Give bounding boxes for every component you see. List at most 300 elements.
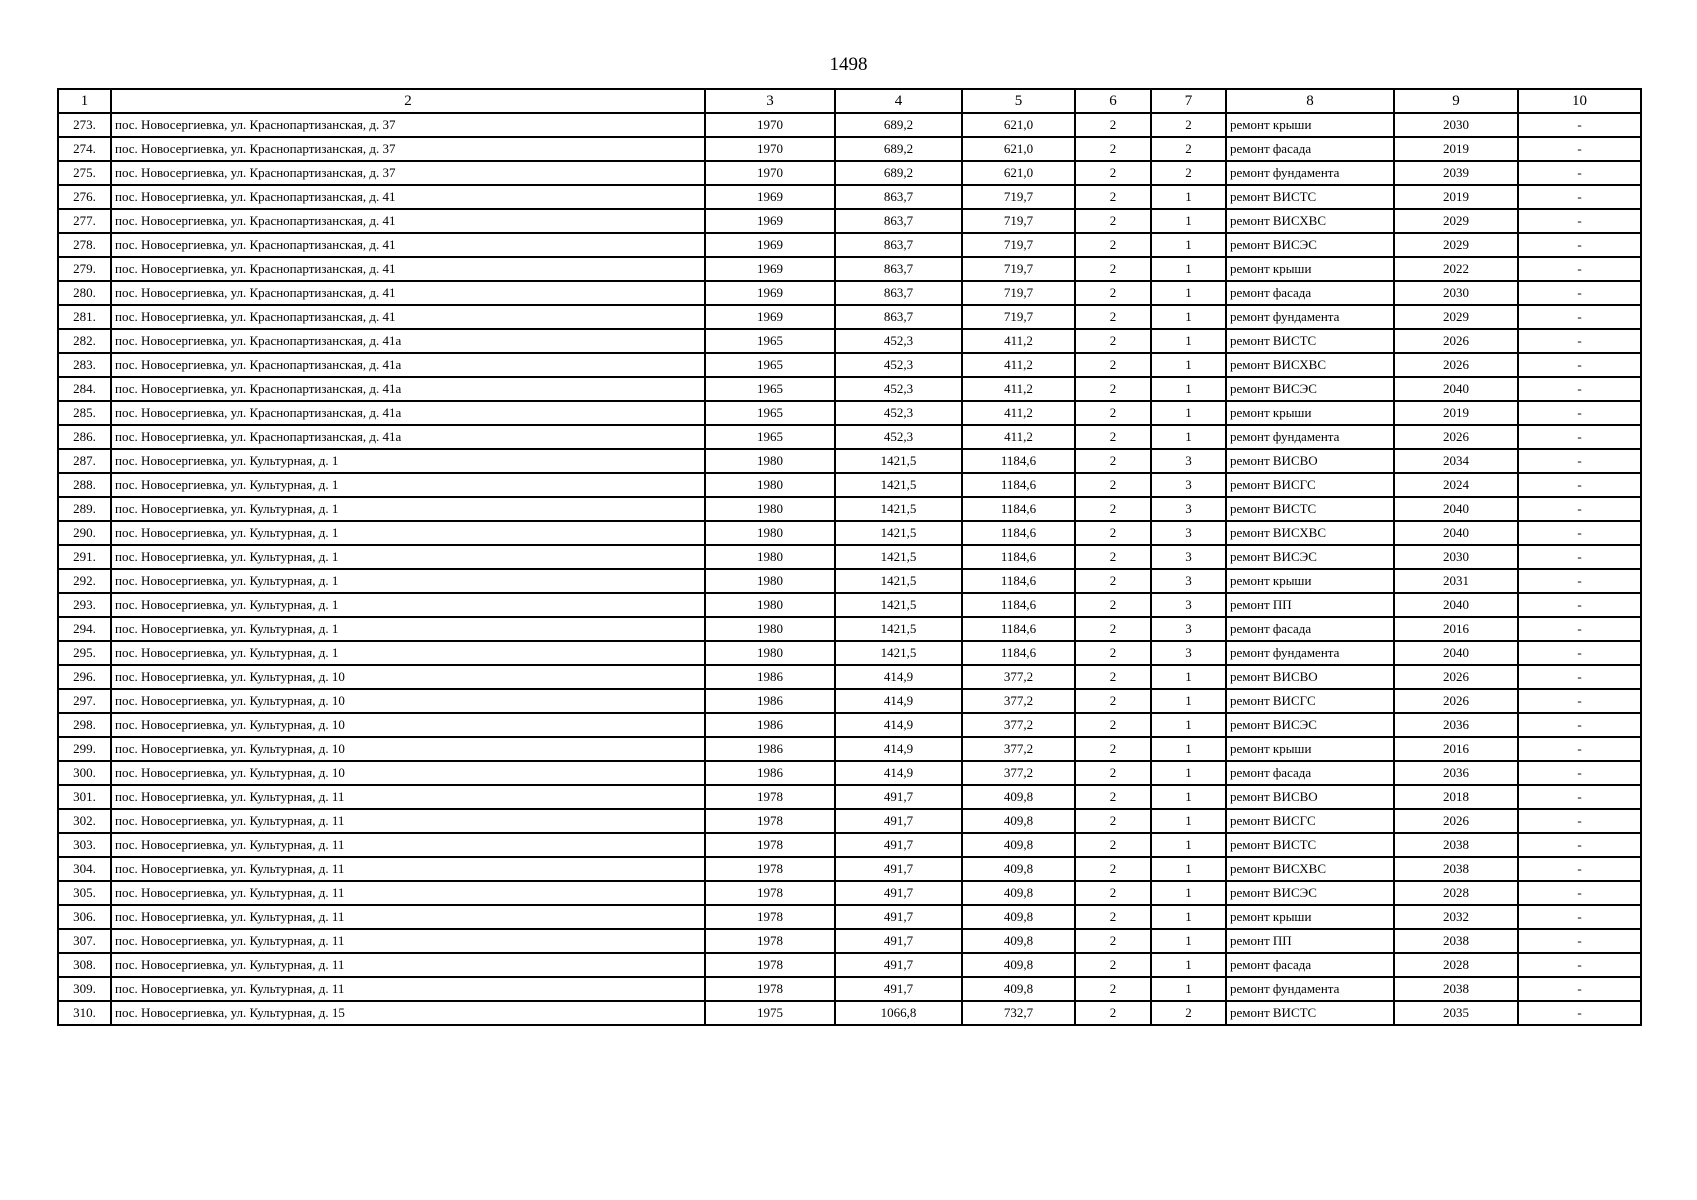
table-row [58, 377, 1641, 401]
note-cell: - [1518, 953, 1641, 977]
address-cell: пос. Новосергиевка, ул. Краснопартизанская, д. 37 [111, 113, 705, 137]
living-area-cell: 621,0 [962, 113, 1075, 137]
entrances-cell: 1 [1151, 761, 1226, 785]
total-area-cell: 1421,5 [835, 521, 962, 545]
work-type-cell: ремонт ВИСВО [1226, 449, 1394, 473]
year-built-cell: 1978 [705, 833, 835, 857]
entrances-cell: 1 [1151, 185, 1226, 209]
table-row [58, 137, 1641, 161]
work-type-cell: ремонт ВИСЭС [1226, 881, 1394, 905]
living-area-cell: 719,7 [962, 305, 1075, 329]
entrances-cell: 1 [1151, 689, 1226, 713]
entrances-cell: 1 [1151, 737, 1226, 761]
address-cell: пос. Новосергиевка, ул. Культурная, д. 11 [111, 785, 705, 809]
total-area-cell: 863,7 [835, 185, 962, 209]
total-area-cell: 1421,5 [835, 449, 962, 473]
work-type-cell: ремонт ВИСХВС [1226, 353, 1394, 377]
note-cell: - [1518, 689, 1641, 713]
year-built-cell: 1969 [705, 281, 835, 305]
total-area-cell: 689,2 [835, 137, 962, 161]
entrances-cell: 1 [1151, 353, 1226, 377]
total-area-cell: 1421,5 [835, 641, 962, 665]
year-built-cell: 1975 [705, 1001, 835, 1025]
entrances-cell: 3 [1151, 569, 1226, 593]
entrances-cell: 1 [1151, 881, 1226, 905]
column-header-2: 2 [111, 89, 705, 113]
note-cell: - [1518, 977, 1641, 1001]
table-row [58, 497, 1641, 521]
address-cell: пос. Новосергиевка, ул. Краснопартизанская, д. 41 [111, 233, 705, 257]
total-area-cell: 414,9 [835, 737, 962, 761]
table-row [58, 209, 1641, 233]
note-cell: - [1518, 809, 1641, 833]
living-area-cell: 411,2 [962, 377, 1075, 401]
planned-year-cell: 2030 [1394, 281, 1518, 305]
address-cell: пос. Новосергиевка, ул. Культурная, д. 10 [111, 665, 705, 689]
planned-year-cell: 2016 [1394, 737, 1518, 761]
total-area-cell: 491,7 [835, 929, 962, 953]
row-number-cell: 301. [58, 785, 111, 809]
planned-year-cell: 2032 [1394, 905, 1518, 929]
entrances-cell: 1 [1151, 785, 1226, 809]
planned-year-cell: 2038 [1394, 857, 1518, 881]
planned-year-cell: 2034 [1394, 449, 1518, 473]
note-cell: - [1518, 785, 1641, 809]
entrances-cell: 1 [1151, 977, 1226, 1001]
total-area-cell: 452,3 [835, 353, 962, 377]
address-cell: пос. Новосергиевка, ул. Культурная, д. 11 [111, 929, 705, 953]
row-number-cell: 282. [58, 329, 111, 353]
total-area-cell: 863,7 [835, 305, 962, 329]
floors-cell: 2 [1075, 257, 1151, 281]
total-area-cell: 491,7 [835, 833, 962, 857]
entrances-cell: 2 [1151, 1001, 1226, 1025]
table-row [58, 425, 1641, 449]
year-built-cell: 1980 [705, 521, 835, 545]
table-row [58, 809, 1641, 833]
total-area-cell: 491,7 [835, 953, 962, 977]
address-cell: пос. Новосергиевка, ул. Культурная, д. 11 [111, 977, 705, 1001]
total-area-cell: 863,7 [835, 281, 962, 305]
year-built-cell: 1978 [705, 881, 835, 905]
floors-cell: 2 [1075, 305, 1151, 329]
work-type-cell: ремонт ВИСХВС [1226, 209, 1394, 233]
table-row [58, 953, 1641, 977]
table-row [58, 713, 1641, 737]
planned-year-cell: 2031 [1394, 569, 1518, 593]
floors-cell: 2 [1075, 137, 1151, 161]
planned-year-cell: 2028 [1394, 953, 1518, 977]
work-type-cell: ремонт фундамента [1226, 425, 1394, 449]
work-type-cell: ремонт фасада [1226, 761, 1394, 785]
address-cell: пос. Новосергиевка, ул. Культурная, д. 1 [111, 449, 705, 473]
floors-cell: 2 [1075, 161, 1151, 185]
planned-year-cell: 2018 [1394, 785, 1518, 809]
table-row [58, 785, 1641, 809]
table-row [58, 641, 1641, 665]
work-type-cell: ремонт ВИСТС [1226, 329, 1394, 353]
living-area-cell: 377,2 [962, 761, 1075, 785]
note-cell: - [1518, 641, 1641, 665]
column-number-row [58, 89, 1641, 113]
row-number-cell: 305. [58, 881, 111, 905]
year-built-cell: 1986 [705, 665, 835, 689]
floors-cell: 2 [1075, 281, 1151, 305]
row-number-cell: 307. [58, 929, 111, 953]
floors-cell: 2 [1075, 929, 1151, 953]
planned-year-cell: 2026 [1394, 665, 1518, 689]
entrances-cell: 3 [1151, 545, 1226, 569]
floors-cell: 2 [1075, 785, 1151, 809]
planned-year-cell: 2029 [1394, 233, 1518, 257]
entrances-cell: 1 [1151, 953, 1226, 977]
total-area-cell: 689,2 [835, 161, 962, 185]
planned-year-cell: 2028 [1394, 881, 1518, 905]
total-area-cell: 1421,5 [835, 569, 962, 593]
address-cell: пос. Новосергиевка, ул. Культурная, д. 11 [111, 953, 705, 977]
living-area-cell: 411,2 [962, 353, 1075, 377]
living-area-cell: 377,2 [962, 737, 1075, 761]
year-built-cell: 1978 [705, 785, 835, 809]
living-area-cell: 732,7 [962, 1001, 1075, 1025]
row-number-cell: 292. [58, 569, 111, 593]
table-row [58, 473, 1641, 497]
planned-year-cell: 2040 [1394, 641, 1518, 665]
floors-cell: 2 [1075, 185, 1151, 209]
living-area-cell: 409,8 [962, 833, 1075, 857]
entrances-cell: 1 [1151, 233, 1226, 257]
total-area-cell: 1421,5 [835, 497, 962, 521]
planned-year-cell: 2026 [1394, 425, 1518, 449]
floors-cell: 2 [1075, 1001, 1151, 1025]
living-area-cell: 1184,6 [962, 473, 1075, 497]
address-cell: пос. Новосергиевка, ул. Культурная, д. 11 [111, 881, 705, 905]
floors-cell: 2 [1075, 881, 1151, 905]
year-built-cell: 1986 [705, 713, 835, 737]
entrances-cell: 3 [1151, 449, 1226, 473]
year-built-cell: 1978 [705, 929, 835, 953]
year-built-cell: 1978 [705, 905, 835, 929]
address-cell: пос. Новосергиевка, ул. Культурная, д. 11 [111, 833, 705, 857]
total-area-cell: 452,3 [835, 425, 962, 449]
floors-cell: 2 [1075, 209, 1151, 233]
floors-cell: 2 [1075, 761, 1151, 785]
note-cell: - [1518, 353, 1641, 377]
note-cell: - [1518, 185, 1641, 209]
entrances-cell: 1 [1151, 857, 1226, 881]
living-area-cell: 621,0 [962, 137, 1075, 161]
living-area-cell: 1184,6 [962, 569, 1075, 593]
address-cell: пос. Новосергиевка, ул. Краснопартизанская, д. 37 [111, 137, 705, 161]
planned-year-cell: 2030 [1394, 113, 1518, 137]
work-type-cell: ремонт ВИСЭС [1226, 233, 1394, 257]
entrances-cell: 1 [1151, 809, 1226, 833]
year-built-cell: 1969 [705, 257, 835, 281]
floors-cell: 2 [1075, 857, 1151, 881]
table-row [58, 161, 1641, 185]
row-number-cell: 299. [58, 737, 111, 761]
year-built-cell: 1969 [705, 209, 835, 233]
work-type-cell: ремонт ВИСХВС [1226, 857, 1394, 881]
note-cell: - [1518, 233, 1641, 257]
floors-cell: 2 [1075, 665, 1151, 689]
row-number-cell: 285. [58, 401, 111, 425]
address-cell: пос. Новосергиевка, ул. Краснопартизанская, д. 41а [111, 353, 705, 377]
note-cell: - [1518, 161, 1641, 185]
address-cell: пос. Новосергиевка, ул. Культурная, д. 11 [111, 905, 705, 929]
row-number-cell: 279. [58, 257, 111, 281]
page-number: 1498 [829, 54, 868, 75]
address-cell: пос. Новосергиевка, ул. Краснопартизанская, д. 41а [111, 425, 705, 449]
entrances-cell: 3 [1151, 497, 1226, 521]
entrances-cell: 1 [1151, 257, 1226, 281]
entrances-cell: 1 [1151, 401, 1226, 425]
work-type-cell: ремонт ВИСТС [1226, 833, 1394, 857]
note-cell: - [1518, 401, 1641, 425]
row-number-cell: 304. [58, 857, 111, 881]
table-row [58, 449, 1641, 473]
note-cell: - [1518, 545, 1641, 569]
table-row [58, 185, 1641, 209]
entrances-cell: 2 [1151, 161, 1226, 185]
table-row [58, 305, 1641, 329]
work-type-cell: ремонт ВИСВО [1226, 785, 1394, 809]
note-cell: - [1518, 137, 1641, 161]
year-built-cell: 1969 [705, 233, 835, 257]
year-built-cell: 1980 [705, 617, 835, 641]
year-built-cell: 1970 [705, 137, 835, 161]
table-row [58, 521, 1641, 545]
floors-cell: 2 [1075, 401, 1151, 425]
living-area-cell: 409,8 [962, 953, 1075, 977]
floors-cell: 2 [1075, 497, 1151, 521]
planned-year-cell: 2019 [1394, 401, 1518, 425]
column-header-1: 1 [58, 89, 111, 113]
floors-cell: 2 [1075, 113, 1151, 137]
note-cell: - [1518, 737, 1641, 761]
address-cell: пос. Новосергиевка, ул. Культурная, д. 1 [111, 545, 705, 569]
row-number-cell: 281. [58, 305, 111, 329]
column-header-10: 10 [1518, 89, 1641, 113]
floors-cell: 2 [1075, 473, 1151, 497]
total-area-cell: 1421,5 [835, 593, 962, 617]
floors-cell: 2 [1075, 449, 1151, 473]
living-area-cell: 409,8 [962, 857, 1075, 881]
work-type-cell: ремонт фундамента [1226, 641, 1394, 665]
floors-cell: 2 [1075, 329, 1151, 353]
year-built-cell: 1980 [705, 593, 835, 617]
living-area-cell: 377,2 [962, 665, 1075, 689]
address-cell: пос. Новосергиевка, ул. Краснопартизанская, д. 41 [111, 305, 705, 329]
planned-year-cell: 2036 [1394, 761, 1518, 785]
note-cell: - [1518, 305, 1641, 329]
work-type-cell: ремонт ВИСЭС [1226, 377, 1394, 401]
year-built-cell: 1980 [705, 497, 835, 521]
column-header-6: 6 [1075, 89, 1151, 113]
column-header-5: 5 [962, 89, 1075, 113]
table-row [58, 905, 1641, 929]
year-built-cell: 1986 [705, 761, 835, 785]
total-area-cell: 1421,5 [835, 617, 962, 641]
note-cell: - [1518, 257, 1641, 281]
note-cell: - [1518, 593, 1641, 617]
note-cell: - [1518, 929, 1641, 953]
planned-year-cell: 2026 [1394, 329, 1518, 353]
note-cell: - [1518, 881, 1641, 905]
row-number-cell: 287. [58, 449, 111, 473]
address-cell: пос. Новосергиевка, ул. Краснопартизанская, д. 41а [111, 377, 705, 401]
work-type-cell: ремонт ВИСТС [1226, 185, 1394, 209]
address-cell: пос. Новосергиевка, ул. Краснопартизанская, д. 37 [111, 161, 705, 185]
table-row [58, 737, 1641, 761]
work-type-cell: ремонт фундамента [1226, 977, 1394, 1001]
entrances-cell: 1 [1151, 209, 1226, 233]
entrances-cell: 1 [1151, 281, 1226, 305]
entrances-cell: 1 [1151, 833, 1226, 857]
total-area-cell: 1421,5 [835, 545, 962, 569]
total-area-cell: 414,9 [835, 761, 962, 785]
table-row [58, 929, 1641, 953]
total-area-cell: 491,7 [835, 977, 962, 1001]
total-area-cell: 414,9 [835, 713, 962, 737]
address-cell: пос. Новосергиевка, ул. Культурная, д. 10 [111, 737, 705, 761]
year-built-cell: 1986 [705, 737, 835, 761]
planned-year-cell: 2019 [1394, 185, 1518, 209]
living-area-cell: 1184,6 [962, 449, 1075, 473]
living-area-cell: 1184,6 [962, 593, 1075, 617]
floors-cell: 2 [1075, 521, 1151, 545]
living-area-cell: 411,2 [962, 329, 1075, 353]
living-area-cell: 1184,6 [962, 617, 1075, 641]
total-area-cell: 491,7 [835, 785, 962, 809]
living-area-cell: 621,0 [962, 161, 1075, 185]
address-cell: пос. Новосергиевка, ул. Культурная, д. 10 [111, 689, 705, 713]
living-area-cell: 719,7 [962, 281, 1075, 305]
work-type-cell: ремонт фасада [1226, 137, 1394, 161]
work-type-cell: ремонт ВИСЭС [1226, 545, 1394, 569]
table-row [58, 233, 1641, 257]
note-cell: - [1518, 425, 1641, 449]
address-cell: пос. Новосергиевка, ул. Культурная, д. 1 [111, 641, 705, 665]
table-row [58, 257, 1641, 281]
floors-cell: 2 [1075, 569, 1151, 593]
living-area-cell: 719,7 [962, 185, 1075, 209]
table-row [58, 1001, 1641, 1025]
living-area-cell: 719,7 [962, 233, 1075, 257]
total-area-cell: 452,3 [835, 401, 962, 425]
work-type-cell: ремонт крыши [1226, 569, 1394, 593]
floors-cell: 2 [1075, 833, 1151, 857]
floors-cell: 2 [1075, 905, 1151, 929]
row-number-cell: 302. [58, 809, 111, 833]
total-area-cell: 414,9 [835, 689, 962, 713]
living-area-cell: 409,8 [962, 785, 1075, 809]
row-number-cell: 280. [58, 281, 111, 305]
address-cell: пос. Новосергиевка, ул. Культурная, д. 15 [111, 1001, 705, 1025]
address-cell: пос. Новосергиевка, ул. Культурная, д. 10 [111, 761, 705, 785]
table-row [58, 977, 1641, 1001]
address-cell: пос. Новосергиевка, ул. Краснопартизанская, д. 41а [111, 401, 705, 425]
floors-cell: 2 [1075, 377, 1151, 401]
floors-cell: 2 [1075, 617, 1151, 641]
total-area-cell: 452,3 [835, 329, 962, 353]
row-number-cell: 289. [58, 497, 111, 521]
address-cell: пос. Новосергиевка, ул. Краснопартизанская, д. 41 [111, 185, 705, 209]
address-cell: пос. Новосергиевка, ул. Краснопартизанская, д. 41 [111, 281, 705, 305]
note-cell: - [1518, 281, 1641, 305]
row-number-cell: 283. [58, 353, 111, 377]
floors-cell: 2 [1075, 809, 1151, 833]
total-area-cell: 863,7 [835, 209, 962, 233]
table-row [58, 545, 1641, 569]
living-area-cell: 719,7 [962, 209, 1075, 233]
planned-year-cell: 2029 [1394, 305, 1518, 329]
row-number-cell: 276. [58, 185, 111, 209]
total-area-cell: 863,7 [835, 257, 962, 281]
work-type-cell: ремонт крыши [1226, 257, 1394, 281]
note-cell: - [1518, 329, 1641, 353]
living-area-cell: 409,8 [962, 929, 1075, 953]
living-area-cell: 377,2 [962, 689, 1075, 713]
living-area-cell: 411,2 [962, 401, 1075, 425]
year-built-cell: 1978 [705, 857, 835, 881]
total-area-cell: 491,7 [835, 881, 962, 905]
year-built-cell: 1965 [705, 377, 835, 401]
total-area-cell: 863,7 [835, 233, 962, 257]
entrances-cell: 3 [1151, 521, 1226, 545]
planned-year-cell: 2035 [1394, 1001, 1518, 1025]
planned-year-cell: 2040 [1394, 521, 1518, 545]
living-area-cell: 409,8 [962, 905, 1075, 929]
table-row [58, 617, 1641, 641]
year-built-cell: 1978 [705, 977, 835, 1001]
living-area-cell: 1184,6 [962, 641, 1075, 665]
floors-cell: 2 [1075, 545, 1151, 569]
column-header-4: 4 [835, 89, 962, 113]
work-type-cell: ремонт крыши [1226, 113, 1394, 137]
note-cell: - [1518, 497, 1641, 521]
table-row [58, 569, 1641, 593]
entrances-cell: 1 [1151, 665, 1226, 689]
address-cell: пос. Новосергиевка, ул. Культурная, д. 11 [111, 809, 705, 833]
table-body [58, 113, 1641, 1025]
planned-year-cell: 2039 [1394, 161, 1518, 185]
entrances-cell: 1 [1151, 329, 1226, 353]
note-cell: - [1518, 377, 1641, 401]
planned-year-cell: 2026 [1394, 353, 1518, 377]
floors-cell: 2 [1075, 425, 1151, 449]
address-cell: пос. Новосергиевка, ул. Культурная, д. 1 [111, 473, 705, 497]
row-number-cell: 288. [58, 473, 111, 497]
year-built-cell: 1965 [705, 353, 835, 377]
planned-year-cell: 2038 [1394, 929, 1518, 953]
work-type-cell: ремонт фасада [1226, 617, 1394, 641]
total-area-cell: 689,2 [835, 113, 962, 137]
row-number-cell: 273. [58, 113, 111, 137]
column-header-8: 8 [1226, 89, 1394, 113]
address-cell: пос. Новосергиевка, ул. Культурная, д. 1 [111, 521, 705, 545]
row-number-cell: 275. [58, 161, 111, 185]
entrances-cell: 2 [1151, 113, 1226, 137]
year-built-cell: 1969 [705, 185, 835, 209]
floors-cell: 2 [1075, 713, 1151, 737]
note-cell: - [1518, 905, 1641, 929]
work-type-cell: ремонт ВИСГС [1226, 809, 1394, 833]
planned-year-cell: 2040 [1394, 377, 1518, 401]
work-type-cell: ремонт ВИСТС [1226, 1001, 1394, 1025]
total-area-cell: 1066,8 [835, 1001, 962, 1025]
entrances-cell: 2 [1151, 137, 1226, 161]
